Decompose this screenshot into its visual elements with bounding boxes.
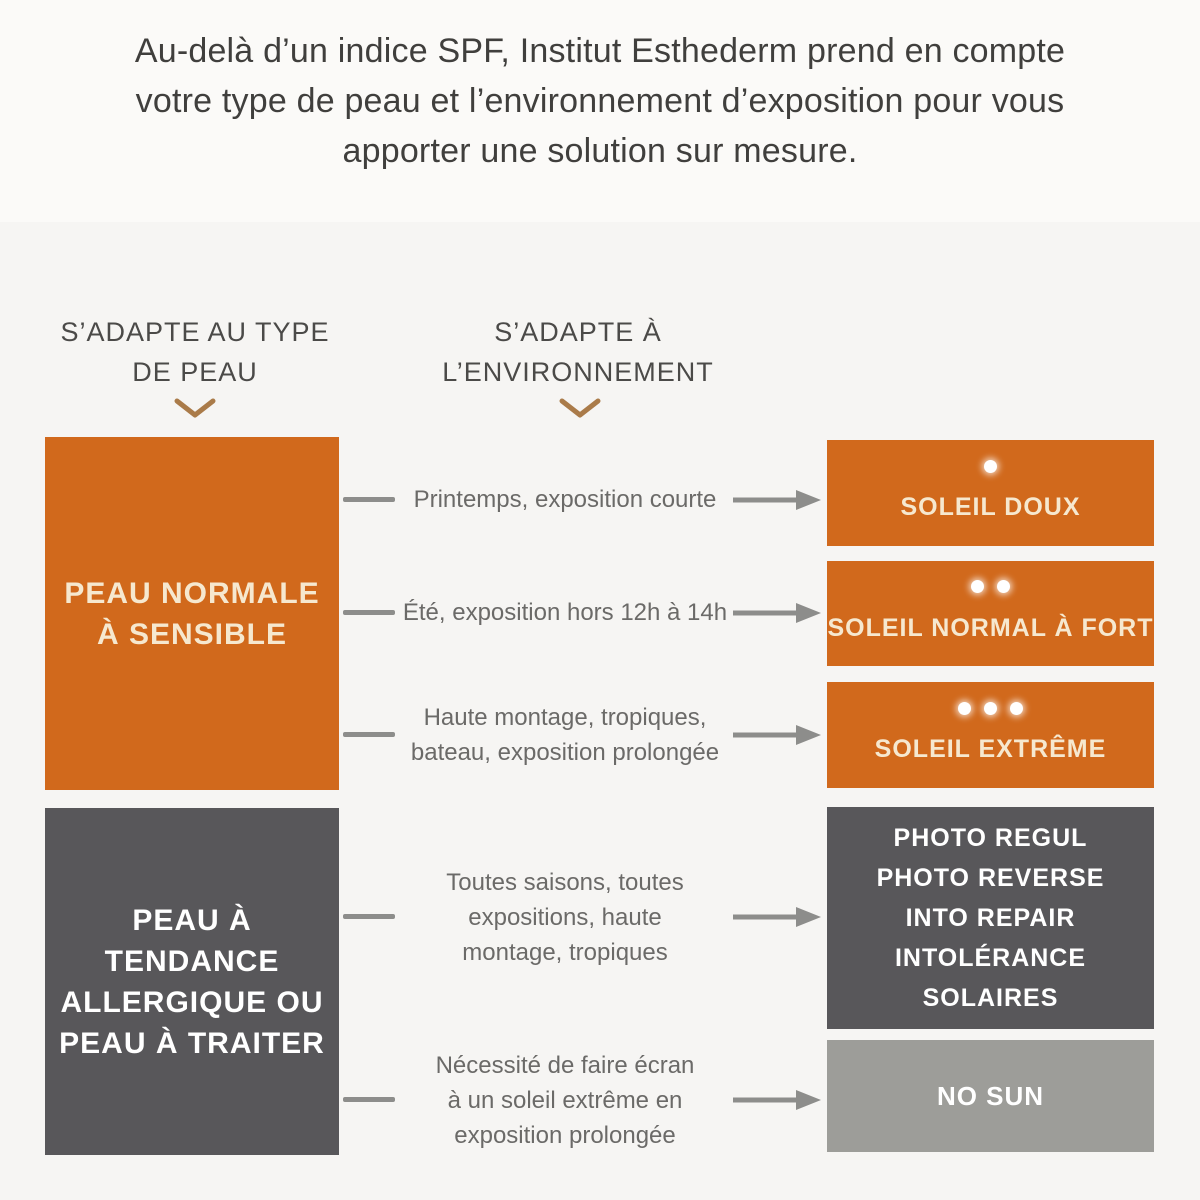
- intensity-dots: [984, 459, 997, 473]
- column-header-skin-type: S’ADAPTE AU TYPE DE PEAU: [60, 317, 330, 387]
- result-label: PHOTO REGUL PHOTO REVERSE INTO REPAIR INTOLÉRANCE SOLAIRES: [876, 824, 1105, 1012]
- intensity-dots: [958, 701, 1023, 715]
- flow-arrow-icon: [733, 905, 823, 929]
- page-title: Au-delà d’un indice SPF, Institut Esthederm prend en compte votre type de peau et l’environnement d’exposition pour vous apporter une solution sur mesure.: [134, 32, 1066, 170]
- connector-line: [343, 1097, 395, 1102]
- result-label: SOLEIL NORMAL À FORT: [827, 613, 1154, 642]
- result-label: SOLEIL DOUX: [900, 493, 1081, 521]
- sun-intensity-dot: [958, 702, 971, 715]
- condition-label: Toutes saisons, toutes expositions, haute montage, tropiques: [446, 869, 684, 966]
- skin-type-label: PEAU À TENDANCE ALLERGIQUE OU PEAU À TRAITER: [59, 903, 325, 1060]
- flow-arrow-icon: [733, 1088, 823, 1112]
- product-range-box: [827, 807, 1154, 1029]
- chevron-down-icon: [558, 398, 602, 420]
- skin-type-box-normale-sensible: [45, 437, 339, 790]
- condition-label: Été, exposition hors 12h à 14h: [402, 599, 728, 626]
- flow-arrow-icon: [733, 488, 823, 512]
- sun-level-box-extreme: [827, 682, 1154, 788]
- sun-intensity-dot: [971, 580, 984, 593]
- connector-line: [343, 914, 395, 919]
- chevron-down-icon: [173, 398, 217, 420]
- sun-level-box-doux: [827, 440, 1154, 546]
- column-header-environment: S’ADAPTE À L’ENVIRONNEMENT: [442, 317, 714, 387]
- flow-arrow-icon: [733, 601, 823, 625]
- condition-label: Printemps, exposition courte: [413, 486, 717, 513]
- sun-intensity-dot: [1010, 702, 1023, 715]
- skin-type-label: PEAU NORMALE À SENSIBLE: [64, 576, 320, 651]
- connector-line: [343, 732, 395, 737]
- no-sun-box: [827, 1040, 1154, 1152]
- flow-arrow-icon: [733, 723, 823, 747]
- sun-intensity-dot: [997, 580, 1010, 593]
- result-label: NO SUN: [936, 1081, 1045, 1111]
- sun-intensity-dot: [984, 460, 997, 473]
- sun-level-box-normal-fort: [827, 561, 1154, 666]
- intensity-dots: [971, 580, 1010, 594]
- skin-type-box-allergique-traiter: [45, 808, 339, 1155]
- condition-label: Haute montage, tropiques, bateau, exposition prolongée: [410, 704, 720, 766]
- connector-line: [343, 497, 395, 502]
- condition-label: Nécessité de faire écran à un soleil extrême en exposition prolongée: [435, 1052, 695, 1149]
- connector-line: [343, 610, 395, 615]
- sun-intensity-dot: [984, 702, 997, 715]
- result-label: SOLEIL EXTRÊME: [874, 735, 1107, 763]
